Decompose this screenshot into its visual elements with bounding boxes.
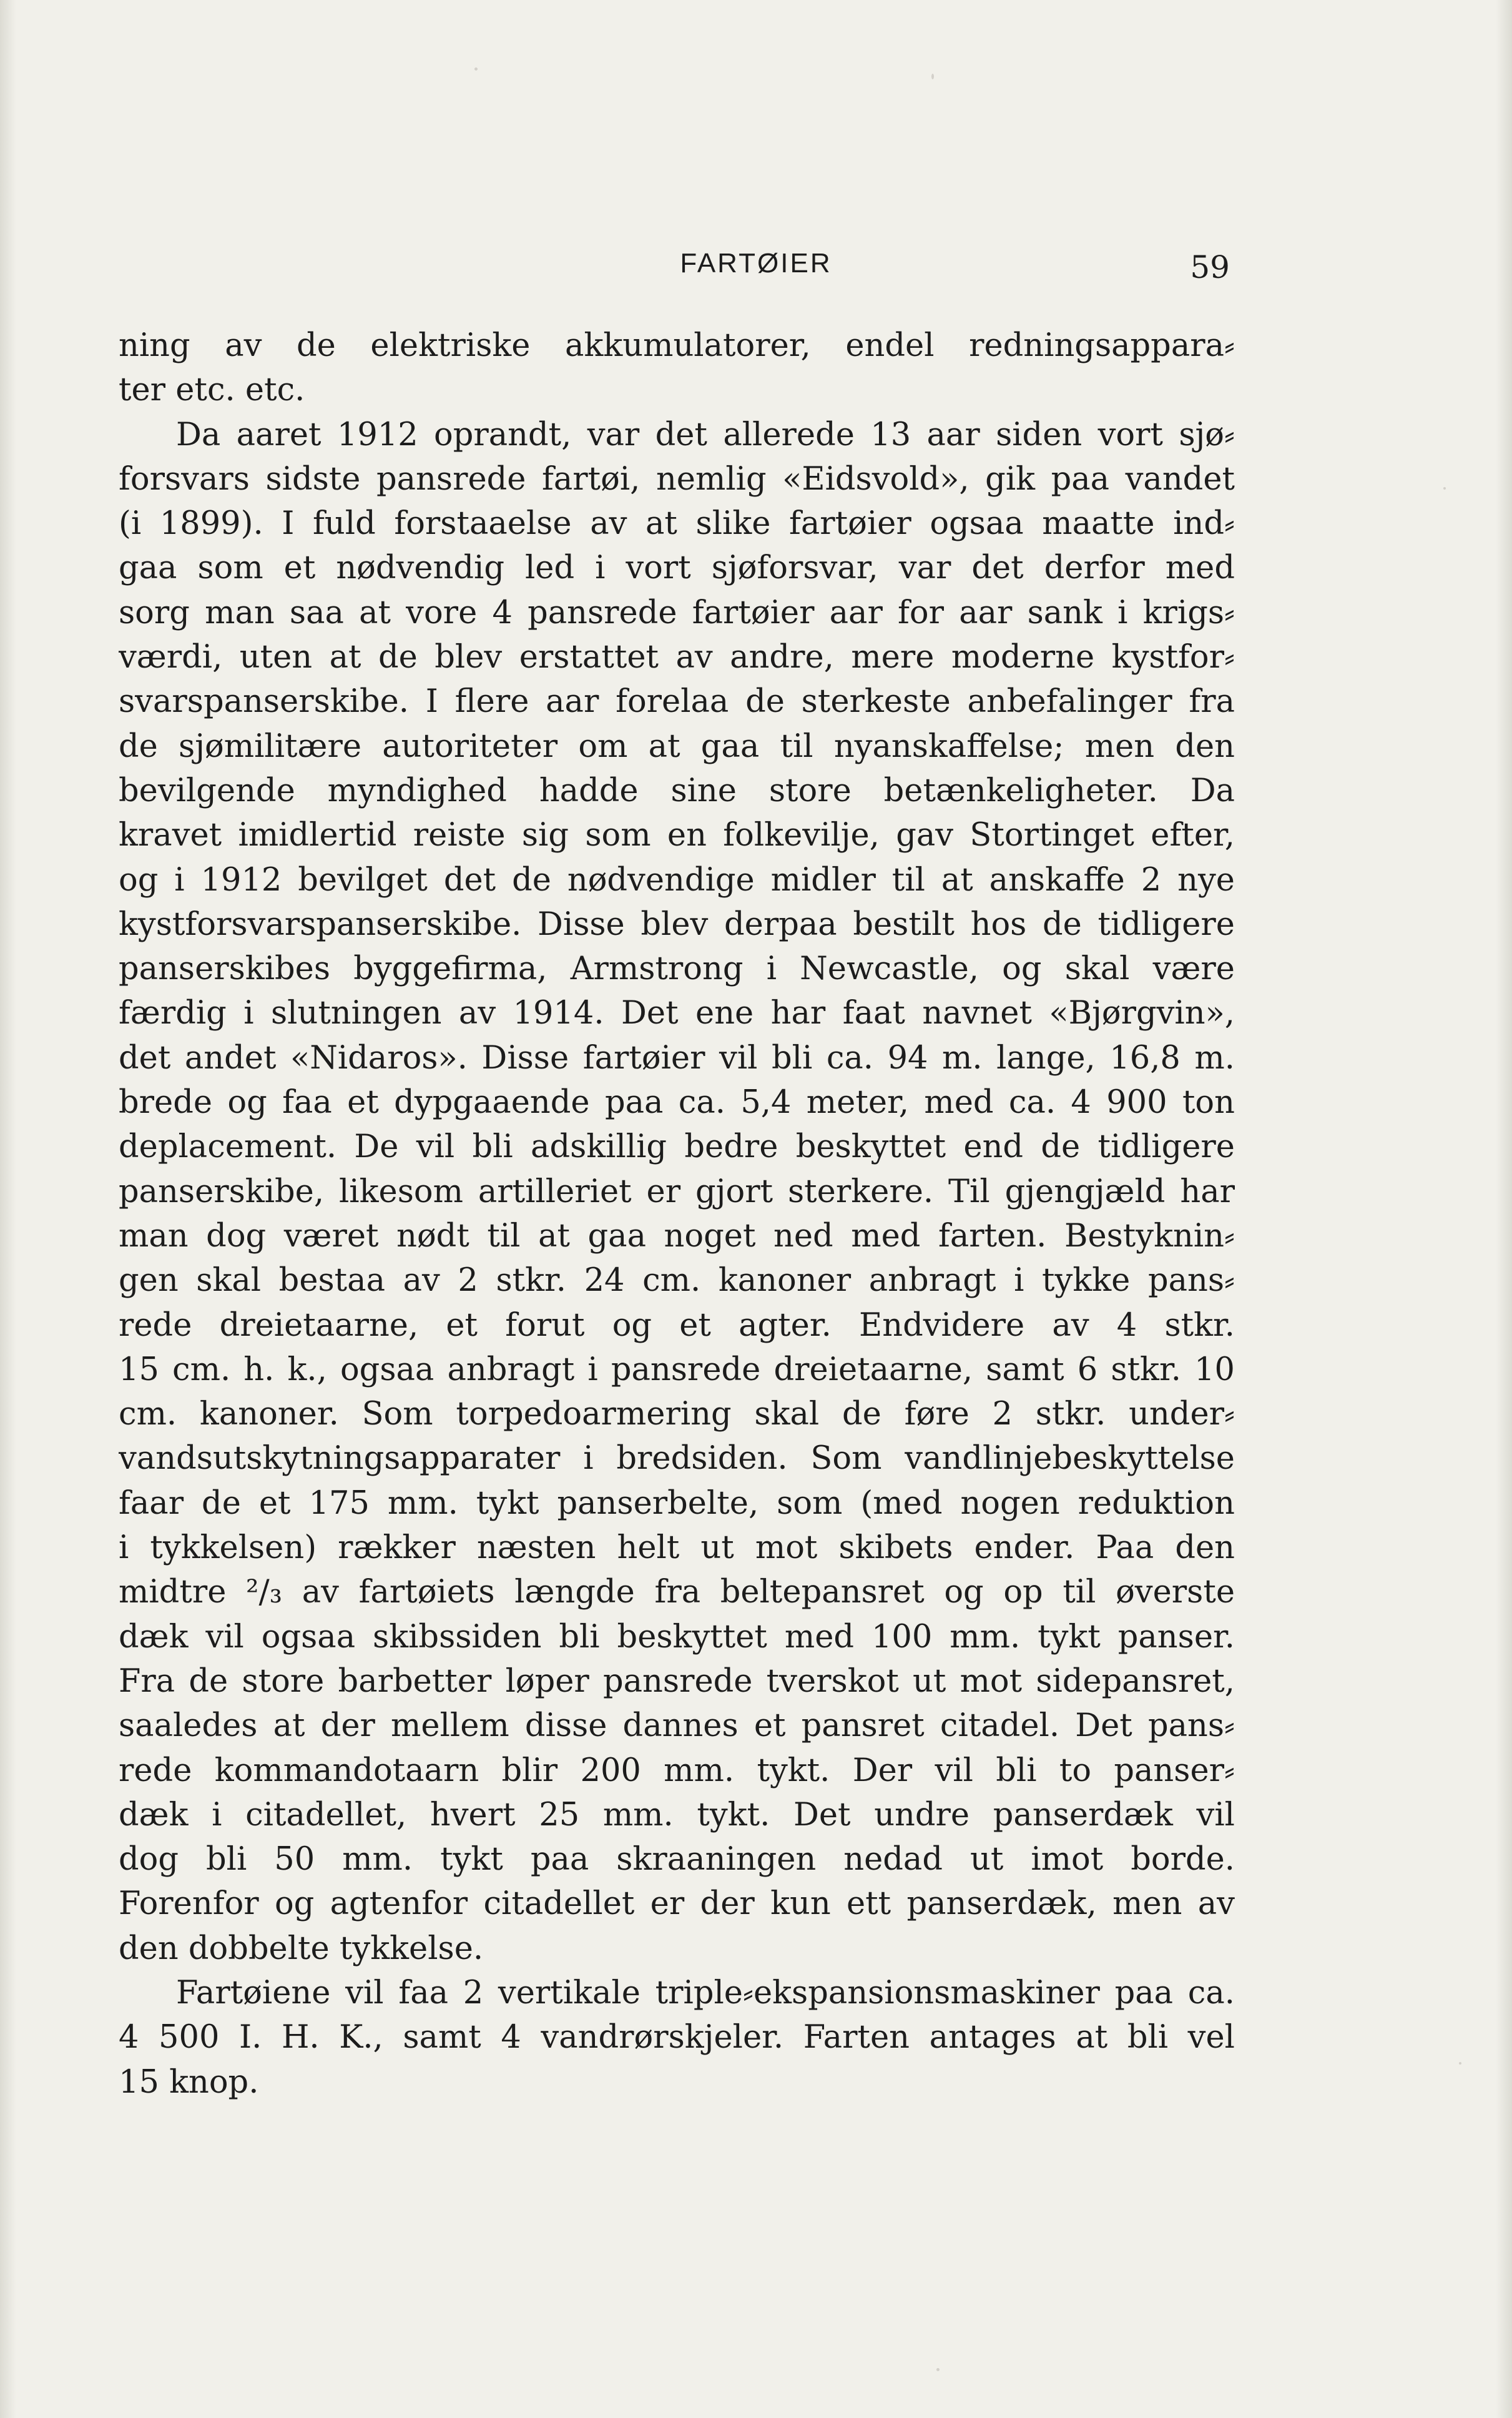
text-line: 4 500 I. H. K., samt 4 vandrørskjeler. Farten antages at bli vel [119, 2019, 1235, 2056]
text-line: Fra de store barbetter løper pansrede tverskot ut mot sidepansret, [119, 1662, 1235, 1700]
text-line: rede dreietaarne, et forut og et agter. Endvidere av 4 stkr. [119, 1306, 1235, 1344]
text-line: svarspanserskibe. I flere aar forelaa de sterkeste anbefalinger fra [119, 683, 1235, 721]
text-line: faar de et 175 mm. tykt panserbelte, som (med nogen reduktion [119, 1484, 1235, 1522]
text-line: vandsutskytningsapparater i bredsiden. Som vandlinjebeskyttelse [119, 1440, 1235, 1478]
text-line: de sjømilitære autoriteter om at gaa til nyanskaffelse; men den [119, 728, 1235, 765]
paper-speck [936, 2368, 940, 2371]
text-line: det andet «Nidaros». Disse fartøier vil bli ca. 94 m. lange, 16,8 m. [119, 1039, 1235, 1077]
text-line: Forenfor og agtenfor citadellet er der kun ett panserdæk, men av [119, 1885, 1235, 1923]
text-line: panserskibes byggefirma, Armstrong i Newcastle, og skal være [119, 950, 1235, 988]
text-line: midtre ²/₃ av fartøiets længde fra beltepansret og op til øverste [119, 1574, 1235, 1611]
text-line: Da aaret 1912 oprandt, var det allerede 13 aar siden vort sjø⸗ [176, 416, 1235, 453]
text-line: i tykkelsen) rækker næsten helt ut mot skibets ender. Paa den [119, 1529, 1235, 1567]
text-line: 15 cm. h. k., ogsaa anbragt i pansrede dreietaarne, samt 6 stkr. 10 [119, 1351, 1235, 1388]
paper-speck [1443, 487, 1446, 490]
text-line: værdi, uten at de blev erstattet av andre, mere moderne kystfor⸗ [119, 639, 1235, 676]
text-line: kystforsvarspanserskibe. Disse blev derpaa bestilt hos de tidligere [119, 906, 1235, 943]
text-line: sorg man saa at vore 4 pansrede fartøier aar for aar sank i krigs⸗ [119, 594, 1235, 631]
text-line: kravet imidlertid reiste sig som en folkevilje, gav Stortinget efter, [119, 817, 1235, 854]
paper-speck [474, 67, 478, 71]
page-number: 59 [1190, 249, 1230, 285]
text-line: bevilgende myndighed hadde sine store betænkeligheter. Da [119, 772, 1235, 809]
running-title: FARTØIER [680, 248, 832, 279]
running-head [0, 245, 1512, 285]
text-line: dæk vil ogsaa skibssiden bli beskyttet med 100 mm. tykt panser. [119, 1618, 1235, 1656]
text-line: forsvars sidste pansrede fartøi, nemlig «Eidsvold», gik paa vandet [119, 460, 1235, 498]
paragraph [119, 1971, 1235, 2105]
text-line: man dog været nødt til at gaa noget ned med farten. Bestyknin⸗ [119, 1217, 1235, 1255]
paragraph [119, 323, 1235, 413]
text-line: cm. kanoner. Som torpedoarmering skal de føre 2 stkr. under⸗ [119, 1396, 1235, 1433]
text-line: færdig i slutningen av 1914. Det ene har faat navnet «Bjørgvin», [119, 995, 1235, 1032]
text-line: ter etc. etc. [119, 372, 305, 409]
paper-speck [1459, 2062, 1461, 2065]
page-edge-shadow-left [0, 0, 16, 2418]
page-edge-shadow-right [1496, 0, 1512, 2418]
paragraph [119, 413, 1235, 1971]
text-line: den dobbelte tykkelse. [119, 1930, 484, 1967]
text-line: og i 1912 bevilget det de nødvendige midler til at anskaffe 2 nye [119, 861, 1235, 899]
text-line: brede og faa et dypgaaende paa ca. 5,4 meter, med ca. 4 900 ton [119, 1084, 1235, 1122]
text-line: dæk i citadellet, hvert 25 mm. tykt. Det undre panserdæk vil [119, 1796, 1235, 1833]
text-line: saaledes at der mellem disse dannes et pansret citadel. Det pans⸗ [119, 1707, 1235, 1745]
text-line: ning av de elektriske akkumulatorer, endel redningsappara⸗ [119, 327, 1235, 364]
text-line: 15 knop. [119, 2063, 259, 2101]
body-text [119, 323, 1235, 2105]
text-line: (i 1899). I fuld forstaaelse av at slike fartøier ogsaa maatte ind⸗ [119, 505, 1235, 543]
text-line: dog bli 50 mm. tykt paa skraaningen nedad ut imot borde. [119, 1841, 1235, 1878]
text-line: panserskibe, likesom artilleriet er gjort sterkere. Til gjengjæld har [119, 1173, 1235, 1210]
text-line: gen skal bestaa av 2 stkr. 24 cm. kanoner anbragt i tykke pans⸗ [119, 1262, 1235, 1300]
text-line: gaa som et nødvendig led i vort sjøforsvar, var det derfor med [119, 550, 1235, 587]
text-line: deplacement. De vil bli adskillig bedre beskyttet end de tidligere [119, 1128, 1235, 1166]
text-line: Fartøiene vil faa 2 vertikale triple⸗ekspansionsmaskiner paa ca. [176, 1974, 1235, 2011]
text-line: rede kommandotaarn blir 200 mm. tykt. Der vil bli to panser⸗ [119, 1752, 1235, 1789]
paper-speck [931, 74, 934, 79]
